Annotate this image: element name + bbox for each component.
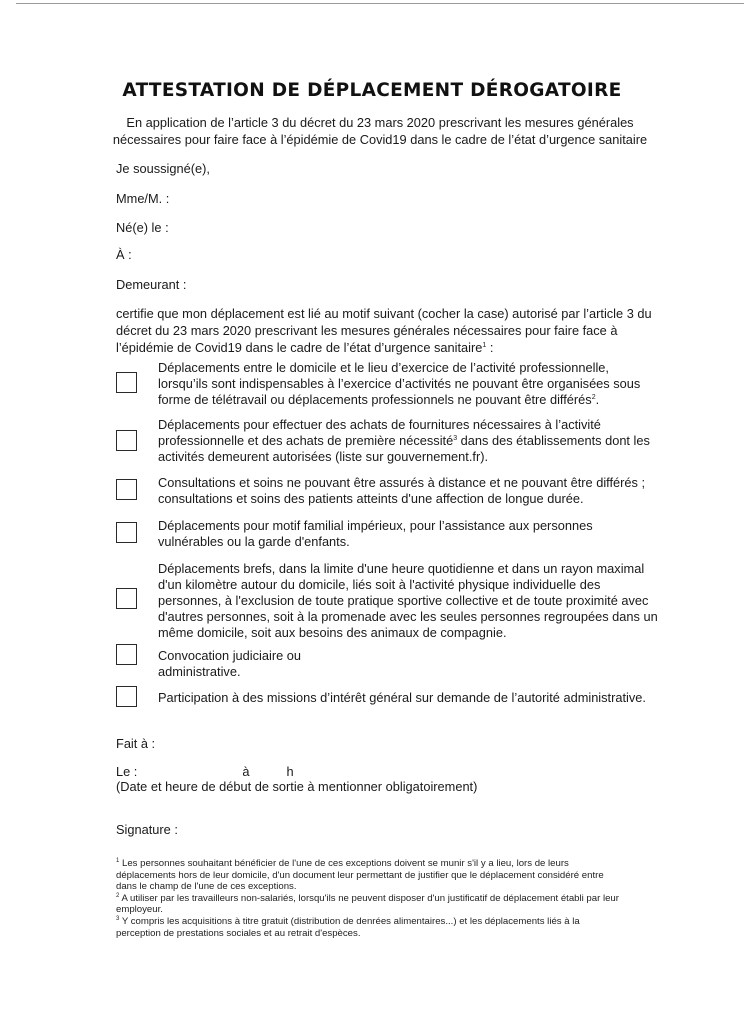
option-line: Convocation judiciaire ou (158, 648, 301, 663)
at-label: à (242, 764, 250, 779)
footnote-ref: 1 (482, 342, 487, 349)
checkbox-general-interest[interactable] (116, 686, 137, 707)
option-line: Déplacements pour motif familial impérieux, pour l’assistance aux personnes (158, 518, 593, 533)
footnote-number: 3 (116, 915, 120, 922)
checkbox-summons[interactable] (116, 644, 137, 665)
option-text (158, 561, 658, 641)
place-label: Fait à : (116, 736, 156, 751)
footnote-text: Y compris les acquisitions à titre gratuit (distribution de denrées alimentaires...) et les déplacements liés à la (119, 915, 580, 927)
option-line: Déplacements pour effectuer des achats de fournitures nécessaires à l’activité (158, 417, 601, 432)
option-text (158, 360, 658, 408)
option-line-text: forme de télétravail ou déplacements professionnels ne pouvant être différés (158, 392, 592, 407)
birthplace-label: À : (116, 247, 132, 262)
address-label: Demeurant : (116, 277, 187, 292)
certify-line (116, 339, 656, 356)
footnote-line: dans le champ de l'une de ces exceptions. (116, 881, 297, 893)
footnote-line: employeur. (116, 904, 163, 916)
footnote-number: 2 (116, 892, 120, 899)
checkbox-health[interactable] (116, 479, 137, 500)
subtitle-line: nécessaires pour faire face à l’épidémie de Covid19 dans le cadre de l’état d’urgence sanitaire (112, 132, 648, 147)
footnote-line (116, 916, 656, 928)
option-line: même domicile, soit aux besoins des animaux de compagnie. (158, 625, 507, 640)
option-line: personnes, à l'exclusion de toute pratique sportive collective et de toute proximité avec (158, 593, 649, 608)
checkbox-purchases[interactable] (116, 430, 137, 451)
footnote-line (116, 858, 656, 870)
option-text (158, 518, 658, 550)
option-line: lorsqu’ils sont indispensables à l’exercice d’activités ne pouvant être organisées sous (158, 376, 641, 391)
certify-line: décret du 23 mars 2020 prescrivant les mesures générales nécessaires pour faire face à (116, 323, 618, 338)
certify-paragraph (116, 305, 656, 356)
footnote-line: perception de prestations sociales et au retrait d'espèces. (116, 927, 361, 939)
option-line-text: dans des établissements dont les (457, 433, 650, 448)
birthdate-field[interactable] (116, 219, 169, 236)
address-field[interactable] (116, 276, 186, 293)
option-line: activités demeurent autorisées (liste sur gouvernement.fr). (158, 449, 489, 464)
option-line (158, 392, 658, 408)
option-line: administrative. (158, 664, 241, 679)
signature-field[interactable] (116, 821, 178, 838)
footnote-2 (116, 893, 656, 916)
option-text (158, 417, 658, 465)
option-line: consultations et soins des patients atteints d'une affection de longue durée. (158, 491, 584, 506)
birthplace-field[interactable] (116, 246, 132, 263)
footnote-text: A utiliser par les travailleurs non-salariés, lorsqu'ils ne peuvent disposer d'un justificatif de déplacement établi par leur (119, 892, 619, 904)
checkbox-family[interactable] (116, 522, 137, 543)
footnote-line: déplacements hors de leur domicile, d'un document leur permettant de justifier que le déplacement considéré entre (116, 869, 604, 881)
option-line: Déplacements entre le domicile et le lieu d’exercice de l’activité professionnelle, (158, 360, 609, 375)
date-note: (Date et heure de début de sortie à mentionner obligatoirement) (116, 779, 478, 794)
hour-label: h (286, 764, 294, 779)
signature-label: Signature : (116, 822, 178, 837)
option-text (158, 690, 698, 706)
footnotes (116, 858, 656, 939)
footnote-ref: 2 (591, 394, 596, 401)
certify-line: certifie que mon déplacement est lié au motif suivant (cocher la case) autorisé par l’article 3 du (116, 306, 652, 321)
footnote-ref: 3 (453, 435, 458, 442)
option-line: vulnérables ou la garde d'enfants. (158, 534, 350, 549)
document-subtitle (100, 114, 660, 148)
option-line: d'un kilomètre autour du domicile, liés soit à l'activité physique individuelle des (158, 577, 601, 592)
footnote-number: 1 (116, 858, 120, 864)
footnote-3 (116, 916, 656, 939)
certify-text: : (486, 340, 494, 355)
option-text (158, 648, 658, 680)
name-label: Mme/M. : (116, 191, 170, 206)
footnote-line (116, 893, 656, 905)
option-line-text: . (595, 392, 600, 407)
footnote-1 (116, 858, 656, 893)
option-line: Consultations et soins ne pouvant être assurés à distance et ne pouvant être différés ; (158, 475, 646, 490)
checkbox-professional[interactable] (116, 372, 137, 393)
intro-text: Je soussigné(e), (116, 161, 210, 176)
document-title: ATTESTATION DE DÉPLACEMENT DÉROGATOIRE (122, 80, 622, 101)
option-line: Participation à des missions d’intérêt général sur demande de l’autorité administrative. (158, 690, 646, 705)
option-line (158, 433, 658, 449)
checkbox-exercise[interactable] (116, 588, 137, 609)
name-field[interactable] (116, 190, 169, 207)
option-line: Déplacements brefs, dans la limite d'une heure quotidienne et dans un rayon maximal (158, 561, 645, 576)
option-text (158, 475, 658, 507)
option-line: d'autres personnes, soit à la promenade avec les seules personnes regroupées dans un (158, 609, 658, 624)
birthdate-label: Né(e) le : (116, 220, 169, 235)
subtitle-line: En application de l’article 3 du décret du 23 mars 2020 prescrivant les mesures générales (126, 115, 634, 130)
certify-text: l’épidémie de Covid19 dans le cadre de l’état d’urgence sanitaire (116, 340, 483, 355)
option-line-text: professionnelle et des achats de première nécessité (158, 433, 454, 448)
scan-top-edge (16, 3, 744, 4)
footnote-text: Les personnes souhaitant bénéficier de l'une de ces exceptions doivent se munir s'il y a lieu, lors de leurs (119, 858, 569, 869)
place-field[interactable] (116, 735, 155, 752)
date-label: Le : (116, 764, 138, 779)
